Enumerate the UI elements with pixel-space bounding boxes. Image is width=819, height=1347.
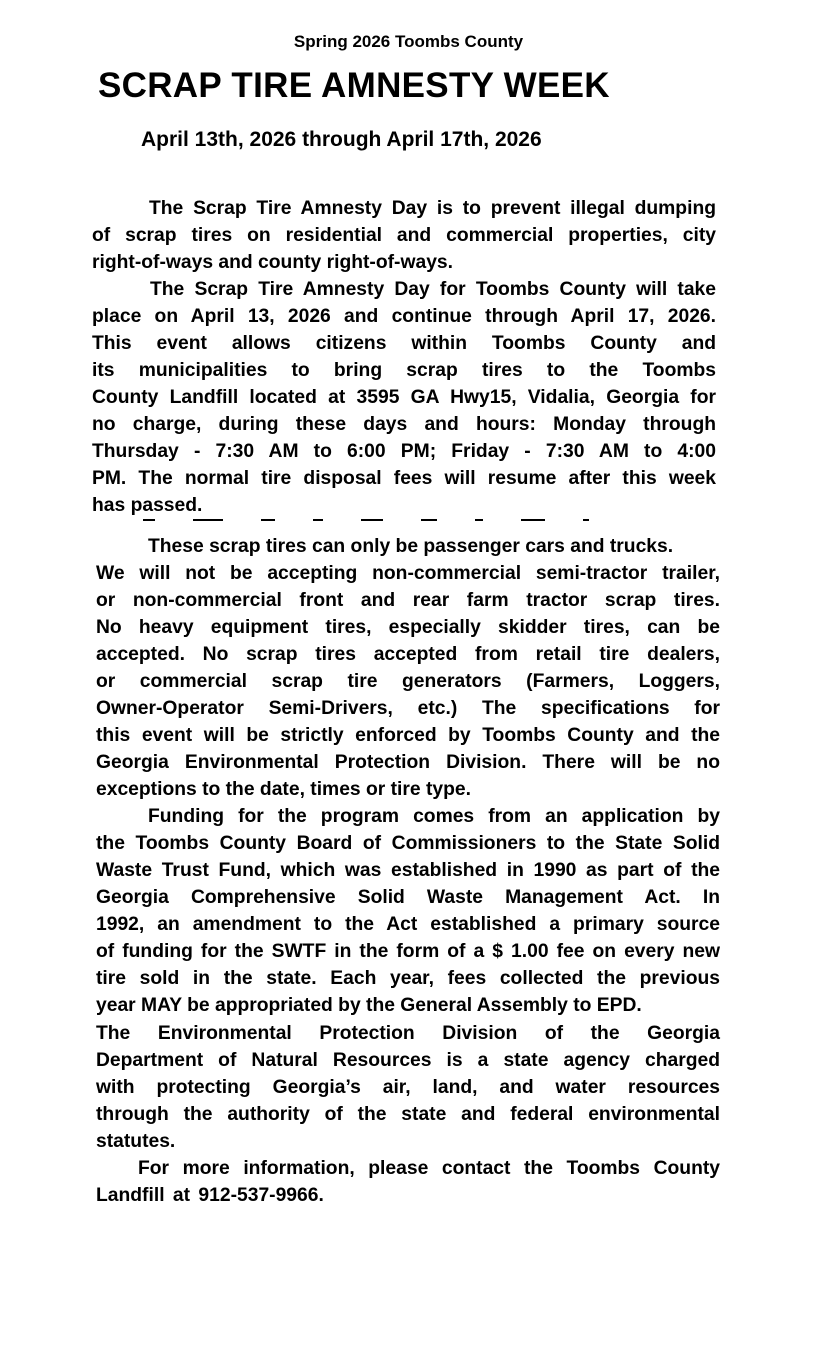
text-line: Thursday - 7:30 AM to 6:00 PM; Friday - 7:30 AM to 4:00	[92, 441, 716, 462]
text-line: Georgia Environmental Protection Division. There will be no	[96, 752, 720, 773]
text-line: Department of Natural Resources is a state agency charged	[96, 1050, 720, 1071]
text-line: These scrap tires can only be passenger cars and trucks.	[148, 536, 674, 557]
text-line: Funding for the program comes from an application by	[148, 806, 720, 827]
text-line: year MAY be appropriated by the General Assembly to EPD.	[96, 995, 642, 1016]
text-line: For more information, please contact the Toombs County	[138, 1158, 720, 1179]
text-line: No heavy equipment tires, especially skidder tires, can be	[96, 617, 720, 638]
text-line: through the authority of the state and federal environmental	[96, 1104, 720, 1125]
text-line: no charge, during these days and hours: Monday through	[92, 414, 716, 435]
overlapping-text-artifact	[143, 519, 718, 525]
text-line: the Toombs County Board of Commissioners to the State Solid	[96, 833, 720, 854]
text-line: Waste Trust Fund, which was established in 1990 as part of the	[96, 860, 720, 881]
text-line: We will not be accepting non-commercial semi-tractor trailer,	[96, 563, 720, 584]
text-line: or commercial scrap tire generators (Farmers, Loggers,	[96, 671, 720, 692]
text-line: of scrap tires on residential and commercial properties, city	[92, 225, 716, 246]
text-line: The Environmental Protection Division of the Georgia	[96, 1023, 720, 1044]
contact-phone-line: Landfill at 912-537-9966.	[96, 1185, 324, 1206]
text-line: PM. The normal tire disposal fees will resume after this week	[92, 468, 716, 489]
text-line: 1992, an amendment to the Act established a primary source	[96, 914, 720, 935]
text-line: County Landfill located at 3595 GA Hwy15, Vidalia, Georgia for	[92, 387, 716, 408]
text-line: right-of-ways and county right-of-ways.	[92, 252, 453, 273]
text-line: Owner-Operator Semi-Drivers, etc.) The specifications for	[96, 698, 720, 719]
text-line: statutes.	[96, 1131, 176, 1152]
text-line: Georgia Comprehensive Solid Waste Management Act. In	[96, 887, 720, 908]
page-title: SCRAP TIRE AMNESTY WEEK	[98, 66, 610, 105]
text-line: of funding for the SWTF in the form of a $ 1.00 fee on every new	[96, 941, 720, 962]
text-line: its municipalities to bring scrap tires to the Toombs	[92, 360, 716, 381]
text-line: place on April 13, 2026 and continue through April 17, 2026.	[92, 306, 716, 327]
text-line: with protecting Georgia’s air, land, and water resources	[96, 1077, 720, 1098]
text-line: This event allows citizens within Toombs County and	[92, 333, 716, 354]
text-line: exceptions to the date, times or tire type.	[96, 779, 472, 800]
text-line: accepted. No scrap tires accepted from retail tire dealers,	[96, 644, 720, 665]
text-line: has passed.	[92, 495, 203, 516]
text-line: or non-commercial front and rear farm tractor scrap tires.	[96, 590, 720, 611]
text-line: The Scrap Tire Amnesty Day for Toombs County will take	[150, 279, 716, 300]
text-line: The Scrap Tire Amnesty Day is to prevent illegal dumping	[149, 198, 716, 219]
text-line: this event will be strictly enforced by Toombs County and the	[96, 725, 720, 746]
event-dates: April 13th, 2026 through April 17th, 2026	[141, 128, 542, 151]
text-line: tire sold in the state. Each year, fees collected the previous	[96, 968, 720, 989]
pre-title: Spring 2026 Toombs County	[293, 32, 524, 51]
